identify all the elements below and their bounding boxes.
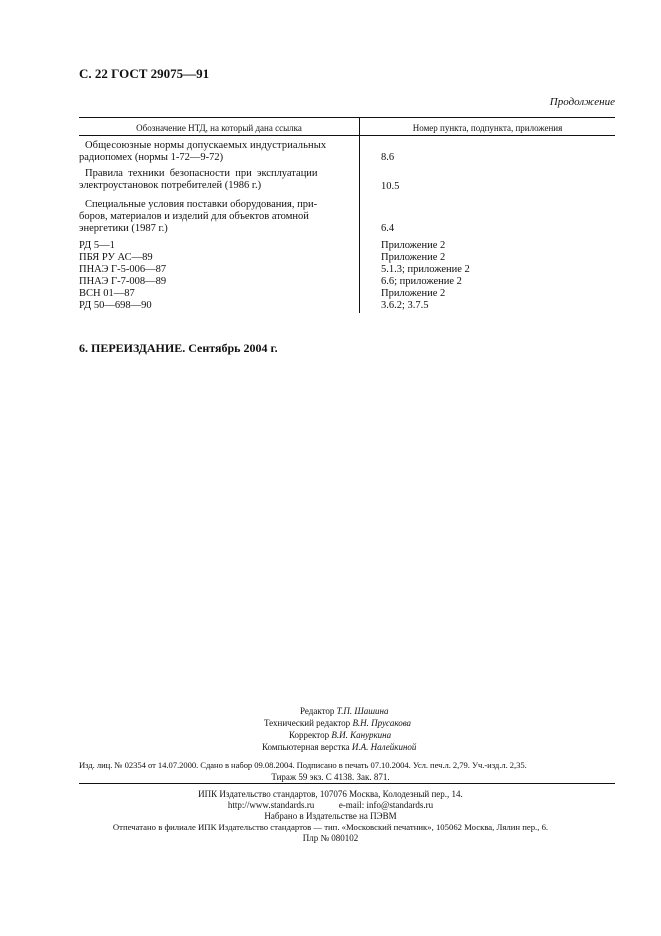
credit-role: Технический редактор (264, 718, 351, 728)
table-column-divider (359, 117, 360, 313)
ref-cell: 3.6.2; 3.7.5 (381, 300, 429, 311)
table-row (79, 288, 135, 300)
doc-line: Правила техники безопасности при эксплуатации (85, 168, 318, 179)
printer-note: Отпечатано в филиале ИПК Издательство стандартов — тип. «Московский печатник», 105062 Москва, Лялин пер., 6. (112, 822, 549, 832)
credit-role: Редактор (300, 706, 335, 716)
credit-name: И.А. Налейкиной (351, 742, 417, 752)
credit-name: Т.П. Шашина (336, 706, 389, 716)
doc-line: ПНАЭ Г-5-006—87 (79, 264, 167, 275)
credit-tech-editor (264, 717, 411, 729)
col2-header: Номер пункта, подпункта, приложения (412, 123, 563, 133)
ref-cell: Приложение 2 (381, 252, 446, 263)
ref-cell: 10.5 (381, 181, 400, 192)
credit-role: Корректор (289, 730, 330, 740)
ref-cell: Приложение 2 (381, 240, 446, 251)
continuation-label: Продолжение (549, 96, 615, 108)
license-note: Плр № 080102 (302, 833, 359, 843)
email-link[interactable]: e-mail: info@standards.ru (338, 800, 434, 810)
table-row (79, 140, 355, 164)
credit-role: Компьютерная верстка (262, 742, 350, 752)
ref-cell: Приложение 2 (381, 288, 446, 299)
table-top-rule (79, 117, 615, 118)
doc-line: энергетики (1987 г.) (79, 223, 168, 234)
publisher-address: ИПК Издательство стандартов, 107076 Москва, Колодезный пер., 14. (198, 789, 463, 799)
ref-cell: 6.4 (381, 223, 395, 234)
credit-layout (262, 741, 416, 753)
table-row (79, 240, 115, 252)
doc-line: Общесоюзные нормы допускаемых индустриальных (85, 140, 327, 151)
doc-line: ПБЯ РУ АС—89 (79, 252, 153, 263)
credit-name: В.Н. Прусакова (352, 718, 412, 728)
table-row (79, 264, 166, 276)
table-header-rule (79, 135, 615, 136)
website-link[interactable]: http://www.standards.ru (227, 800, 315, 810)
doc-line: радиопомех (нормы 1-72—9-72) (79, 152, 224, 163)
table-row (79, 168, 355, 192)
doc-line: Специальные условия поставки оборудования, при- (85, 199, 318, 210)
col1-header: Обозначение НТД, на который дана ссылка (136, 123, 302, 133)
typeset-note: Набрано в Издательстве на ПЭВМ (264, 811, 397, 821)
publication-line (0, 772, 661, 783)
table-row (79, 199, 355, 235)
doc-line: электроустановок потребителей (1986 г.) (79, 180, 262, 191)
table-row (79, 300, 152, 312)
ref-cell: 6.6; приложение 2 (381, 276, 462, 287)
table-row (79, 252, 153, 264)
credit-name: В.И. Кануркина (331, 730, 392, 740)
footer-rule (79, 783, 615, 784)
ref-cell: 8.6 (381, 152, 395, 163)
print-run: Тираж 59 экз. С 4138. Зак. 871. (271, 772, 390, 782)
credit-proofreader (289, 729, 391, 741)
publication-line: Изд. лиц. № 02354 от 14.07.2000. Сдано в набор 09.08.2004. Подписано в печать 07.10.2004. Усл. печ.л. 2,79. Уч.-изд.л. 2,35. (79, 760, 527, 770)
page-header: С. 22 ГОСТ 29075—91 (79, 66, 210, 81)
doc-line: ПНАЭ Г-7-008—89 (79, 276, 167, 287)
doc-line: РД 50—698—90 (79, 300, 152, 311)
credit-editor (300, 705, 389, 717)
doc-line: ВСН 01—87 (79, 288, 135, 299)
doc-line: РД 5—1 (79, 240, 115, 251)
reissue-note: 6. ПЕРЕИЗДАНИЕ. Сентябрь 2004 г. (79, 341, 278, 355)
contacts-line (0, 800, 661, 811)
table-row (79, 276, 166, 288)
ref-cell: 5.1.3; приложение 2 (381, 264, 470, 275)
doc-line: боров, материалов и изделий для объектов атомной (79, 211, 309, 222)
